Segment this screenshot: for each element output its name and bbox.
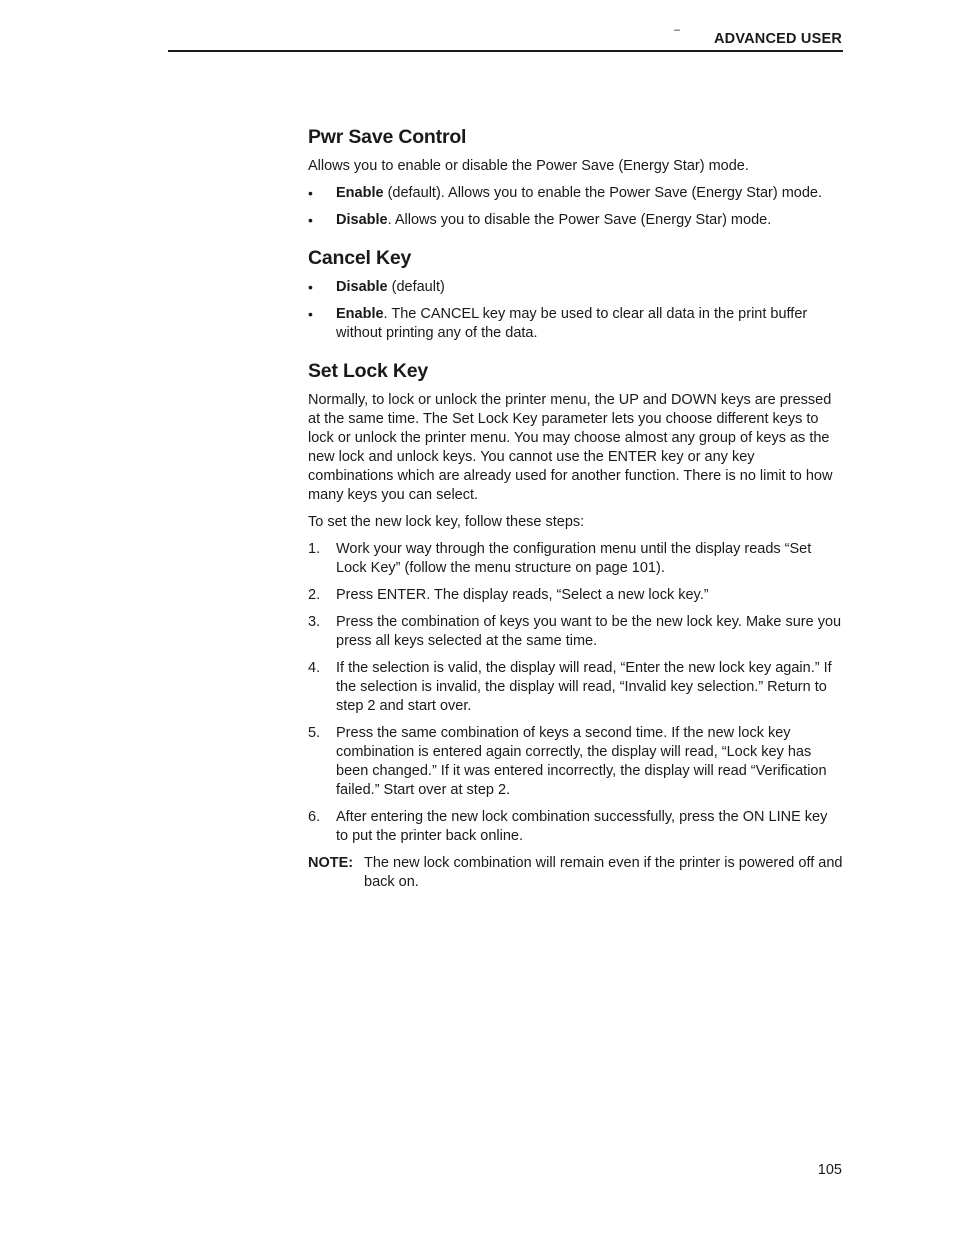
page-content — [308, 124, 843, 892]
step-item — [308, 724, 843, 800]
section-heading-set-lock-key: Set Lock Key — [308, 360, 429, 382]
step-text: Press the combination of keys you want to be the new lock key. Make sure you press all keys selected at the same time. — [336, 614, 842, 649]
steps-intro: To set the new lock key, follow these steps: — [308, 514, 585, 530]
option-term: Disable — [336, 279, 388, 295]
option-description: . The CANCEL key may be used to clear all data in the print buffer without printing any of the data. — [336, 306, 808, 341]
note-text: The new lock combination will remain even if the printer is powered off and back on. — [364, 855, 843, 890]
step-number: 5. — [308, 725, 321, 741]
step-item — [308, 540, 843, 578]
note-block — [308, 854, 843, 892]
bullet-marker: • — [308, 185, 313, 201]
pwr-save-intro: Allows you to enable or disable the Power Save (Energy Star) mode. — [308, 158, 749, 174]
step-text: After entering the new lock combination successfully, press the ON LINE key to put the printer back online. — [336, 809, 828, 844]
step-item — [308, 613, 843, 651]
section-heading-cancel-key: Cancel Key — [308, 247, 412, 269]
page-number: 105 — [817, 1162, 842, 1178]
step-number: 2. — [308, 587, 321, 603]
option-term: Disable — [336, 212, 388, 228]
header-tick-mark: – — [674, 24, 681, 36]
list-item — [308, 305, 843, 343]
step-number: 3. — [308, 614, 321, 630]
option-term: Enable — [336, 306, 384, 322]
step-item — [308, 808, 843, 846]
header-rule — [168, 50, 843, 52]
bullet-marker: • — [308, 306, 313, 322]
section-heading-pwr-save-control: Pwr Save Control — [308, 126, 467, 148]
list-item — [308, 211, 843, 230]
list-item — [308, 278, 843, 297]
step-item — [308, 586, 843, 605]
set-lock-key-intro: Normally, to lock or unlock the printer menu, the UP and DOWN keys are pressed at the same time. The Set Lock Key parameter lets you choose different keys to lock or unlock the printer menu. You may choose almost any group of keys as the new lock and unlock keys. You cannot use the ENTER key or any key combinations which are already used for another function. There is no limit to how many keys you can select. — [308, 392, 833, 503]
step-item — [308, 659, 843, 716]
running-header-title: ADVANCED USER — [713, 31, 842, 47]
step-text: Press ENTER. The display reads, “Select a new lock key.” — [336, 587, 709, 603]
step-number: 1. — [308, 541, 321, 557]
step-number: 4. — [308, 660, 321, 676]
bullet-marker: • — [308, 212, 313, 228]
note-label: NOTE: — [308, 855, 354, 871]
step-text: Work your way through the configuration menu until the display reads “Set Lock Key” (follow the menu structure on page 101). — [336, 541, 812, 576]
step-text: If the selection is valid, the display will read, “Enter the new lock key again.” If the selection is invalid, the display will read, “Invalid key selection.” Return to step 2 and start over. — [336, 660, 832, 714]
option-term: Enable — [336, 185, 384, 201]
step-text: Press the same combination of keys a second time. If the new lock key combination is entered again correctly, the display will read, “Lock key has been changed.” If it was entered incorrectly, the display will read “Verification failed.” Start over at step 2. — [336, 725, 827, 798]
option-description: (default). Allows you to enable the Power Save (Energy Star) mode. — [383, 185, 822, 201]
step-number: 6. — [308, 809, 321, 825]
bullet-marker: • — [308, 279, 313, 295]
option-description: . Allows you to disable the Power Save (Energy Star) mode. — [387, 212, 772, 228]
option-description: (default) — [387, 279, 445, 295]
list-item — [308, 184, 843, 203]
